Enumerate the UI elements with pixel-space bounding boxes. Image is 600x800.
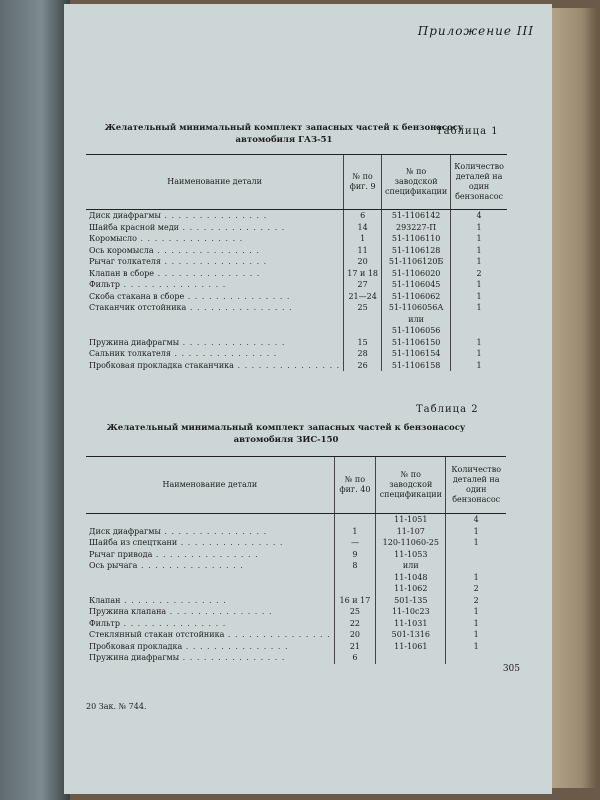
part-name-cell: Пробковая прокладка . . .: [86, 641, 334, 653]
figure-number-cell: 14: [344, 222, 382, 234]
spec-number-cell: 11-1031: [376, 618, 446, 630]
quantity-cell: 2: [446, 583, 506, 595]
figure-number-cell: 20: [334, 629, 376, 641]
table1: [86, 154, 507, 371]
figure-number-cell: 20: [344, 256, 382, 268]
part-name-cell: Клапан в сборе . . .: [86, 268, 344, 280]
spec-number-cell: 11-1051: [376, 514, 446, 526]
table-row: [86, 233, 507, 245]
quantity-cell: 2: [451, 268, 507, 280]
table-row: [86, 560, 506, 572]
quantity-cell: 1: [451, 222, 507, 234]
quantity-cell: 1: [446, 537, 506, 549]
part-name-cell: Шайба из спецткани . . .: [86, 537, 334, 549]
table2-title-line2: автомобиля ЗИС-150: [233, 435, 339, 445]
table1-title-line2: автомобиля ГАЗ-51: [235, 135, 333, 145]
table-row: [86, 256, 507, 268]
quantity-cell: 1: [446, 606, 506, 618]
part-name-cell: [86, 583, 334, 595]
table-row: [86, 314, 507, 326]
table-row: [86, 572, 506, 584]
table-row: [86, 210, 507, 222]
table-row: [86, 537, 506, 549]
table2-title: [86, 422, 486, 446]
figure-number-cell: [334, 514, 376, 526]
quantity-cell: 1: [446, 526, 506, 538]
document-page: [64, 4, 552, 794]
figure-number-cell: 15: [344, 337, 382, 349]
quantity-cell: 4: [451, 210, 507, 222]
figure-number-cell: 8: [334, 560, 376, 572]
figure-number-cell: 11: [344, 245, 382, 257]
spec-number-cell: 501-135: [376, 595, 446, 607]
figure-number-cell: [344, 314, 382, 326]
spec-number-cell: 11-107: [376, 526, 446, 538]
spec-number-cell: 11-1048: [376, 572, 446, 584]
part-name-cell: Сальник толкателя . . .: [86, 348, 344, 360]
table2-body: [86, 514, 506, 664]
spec-number-cell: или: [382, 314, 451, 326]
table2-col-qty: Количество деталей на один бензонасос: [446, 457, 506, 514]
table1-body: [86, 210, 507, 372]
part-name-cell: [86, 572, 334, 584]
figure-number-cell: 9: [334, 549, 376, 561]
table1-title: [84, 122, 484, 146]
figure-number-cell: 1: [334, 526, 376, 538]
part-name-cell: Пробковая прокладка стаканчика . . .: [86, 360, 344, 372]
spec-number-cell: 51-1106154: [382, 348, 451, 360]
quantity-cell: 1: [451, 233, 507, 245]
spec-number-cell: 11-1061: [376, 641, 446, 653]
table2-col-name: Наименование детали: [86, 457, 334, 514]
spec-number-cell: 51-1106062: [382, 291, 451, 303]
part-name-cell: Ось коромысла . . .: [86, 245, 344, 257]
spec-number-cell: 51-1106056А: [382, 302, 451, 314]
part-name-cell: Клапан . . .: [86, 595, 334, 607]
table-row: [86, 549, 506, 561]
print-footer: 20 Зак. № 744.: [86, 702, 147, 711]
quantity-cell: 1: [451, 302, 507, 314]
part-name-cell: Пружина диафрагмы . . .: [86, 652, 334, 664]
part-name-cell: [86, 314, 344, 326]
appendix-header: Приложение III: [417, 24, 534, 38]
part-name-cell: Фильтр . . .: [86, 618, 334, 630]
figure-number-cell: 25: [344, 302, 382, 314]
table-row: [86, 245, 507, 257]
figure-number-cell: [344, 325, 382, 337]
spec-number-cell: 51-1106142: [382, 210, 451, 222]
part-name-cell: Скоба стакана в сборе . . .: [86, 291, 344, 303]
quantity-cell: 1: [451, 279, 507, 291]
table-row: [86, 291, 507, 303]
table-row: [86, 337, 507, 349]
table-row: [86, 595, 506, 607]
spec-number-cell: 51-1106120Б: [382, 256, 451, 268]
table-row: [86, 526, 506, 538]
spec-number-cell: 11-1053: [376, 549, 446, 561]
spec-number-cell: 51-1106128: [382, 245, 451, 257]
book-edge: [548, 8, 596, 788]
figure-number-cell: 28: [344, 348, 382, 360]
spec-number-cell: 11-1062: [376, 583, 446, 595]
part-name-cell: Рычаг толкателя . . .: [86, 256, 344, 268]
figure-number-cell: 16 и 17: [334, 595, 376, 607]
figure-number-cell: 1: [344, 233, 382, 245]
table1-label: Таблица 1: [436, 126, 499, 137]
spec-number-cell: или: [376, 560, 446, 572]
table1-col-name: Наименование детали: [86, 155, 344, 210]
quantity-cell: 1: [451, 256, 507, 268]
quantity-cell: 1: [451, 245, 507, 257]
table-row: [86, 268, 507, 280]
table2-col-fig: № по фиг. 40: [334, 457, 376, 514]
part-name-cell: Шайба красной меди . . .: [86, 222, 344, 234]
part-name-cell: [86, 514, 334, 526]
spec-number-cell: 51-1106056: [382, 325, 451, 337]
quantity-cell: [446, 652, 506, 664]
figure-number-cell: 26: [344, 360, 382, 372]
spec-number-cell: 51-1106020: [382, 268, 451, 280]
part-name-cell: Диск диафрагмы . . .: [86, 210, 344, 222]
table-row: [86, 360, 507, 372]
table-row: [86, 325, 507, 337]
table1-col-fig: № по фиг. 9: [344, 155, 382, 210]
table-row: [86, 348, 507, 360]
quantity-cell: 1: [446, 618, 506, 630]
table1-col-qty: Количество деталей на один бензонасос: [451, 155, 507, 210]
table-row: [86, 583, 506, 595]
table-row: [86, 618, 506, 630]
spec-number-cell: 51-1106045: [382, 279, 451, 291]
part-name-cell: Коромысло . . .: [86, 233, 344, 245]
facing-page-edge: [0, 0, 70, 800]
quantity-cell: [446, 560, 506, 572]
quantity-cell: 2: [446, 595, 506, 607]
figure-number-cell: 6: [334, 652, 376, 664]
quantity-cell: 1: [446, 641, 506, 653]
figure-number-cell: 25: [334, 606, 376, 618]
table2: [86, 456, 506, 664]
quantity-cell: 1: [451, 360, 507, 372]
table-row: [86, 606, 506, 618]
spec-number-cell: [376, 652, 446, 664]
quantity-cell: [451, 325, 507, 337]
quantity-cell: 1: [451, 348, 507, 360]
part-name-cell: Фильтр . . .: [86, 279, 344, 291]
part-name-cell: Ось рычага . . .: [86, 560, 334, 572]
figure-number-cell: —: [334, 537, 376, 549]
quantity-cell: 1: [446, 572, 506, 584]
table2-title-line1: Желательный минимальный комплект запасных частей к бензонасосу: [106, 423, 466, 433]
figure-number-cell: 21: [334, 641, 376, 653]
part-name-cell: [86, 325, 344, 337]
quantity-cell: 1: [451, 337, 507, 349]
spec-number-cell: 293227-П: [382, 222, 451, 234]
table-row: [86, 641, 506, 653]
part-name-cell: Стаканчик отстойника . . .: [86, 302, 344, 314]
figure-number-cell: 21—24: [344, 291, 382, 303]
table-row: [86, 279, 507, 291]
quantity-cell: 4: [446, 514, 506, 526]
part-name-cell: Стеклянный стакан отстойника . . .: [86, 629, 334, 641]
figure-number-cell: [334, 583, 376, 595]
table-row: [86, 222, 507, 234]
table-row: [86, 652, 506, 664]
table1-col-spec: № по заводской спецификации: [382, 155, 451, 210]
part-name-cell: Диск диафрагмы . . .: [86, 526, 334, 538]
spec-number-cell: 51-1106110: [382, 233, 451, 245]
table2-label: Таблица 2: [416, 404, 479, 415]
figure-number-cell: [334, 572, 376, 584]
spec-number-cell: 501-1316: [376, 629, 446, 641]
part-name-cell: Пружина диафрагмы . . .: [86, 337, 344, 349]
part-name-cell: Рычаг привода . . .: [86, 549, 334, 561]
table-row: [86, 629, 506, 641]
figure-number-cell: 6: [344, 210, 382, 222]
page-number: 305: [502, 664, 520, 674]
quantity-cell: 1: [451, 291, 507, 303]
spec-number-cell: 120-11060-25: [376, 537, 446, 549]
spec-number-cell: 11-10с23: [376, 606, 446, 618]
table-row: [86, 302, 507, 314]
quantity-cell: 1: [446, 629, 506, 641]
spec-number-cell: 51-1106158: [382, 360, 451, 372]
spec-number-cell: 51-1106150: [382, 337, 451, 349]
quantity-cell: [446, 549, 506, 561]
table1-title-line1: Желательный минимальный комплект запасных частей к бензонасосу: [104, 123, 464, 133]
table2-col-spec: № по заводской спецификации: [376, 457, 446, 514]
figure-number-cell: 22: [334, 618, 376, 630]
figure-number-cell: 27: [344, 279, 382, 291]
part-name-cell: Пружина клапана . . .: [86, 606, 334, 618]
table-row: [86, 514, 506, 526]
quantity-cell: [451, 314, 507, 326]
figure-number-cell: 17 и 18: [344, 268, 382, 280]
